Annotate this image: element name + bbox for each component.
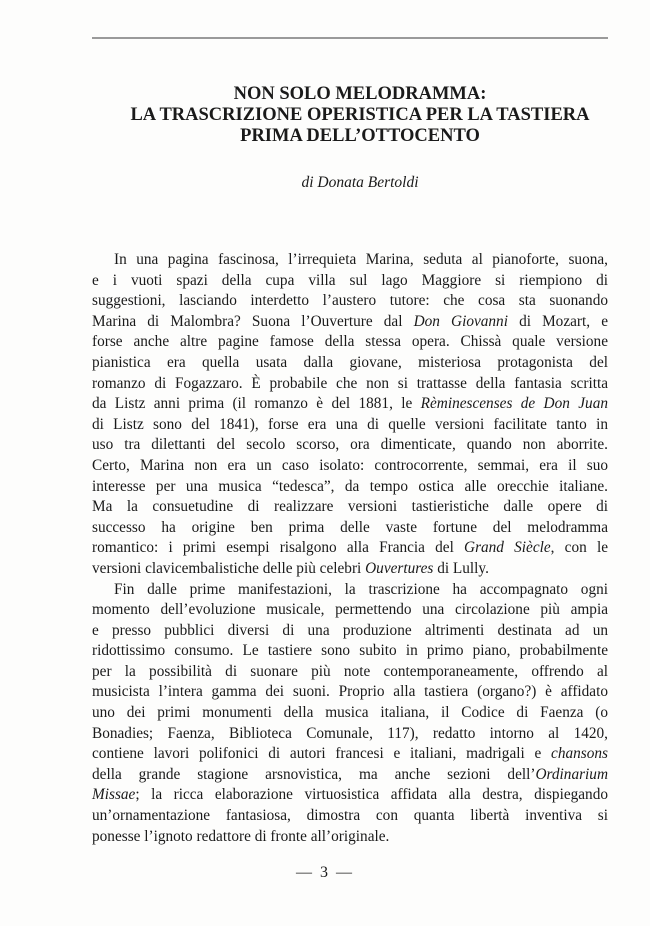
text-line: versioni clavicembalistiche delle più celebri Ouvertures di Lully. <box>92 559 489 577</box>
text-line: per la possibilità di suonare più note contemporaneamente, offrendo al <box>92 662 608 680</box>
text-line: pianistica era quella usata dalla giovane, misteriosa protagonista del <box>92 353 608 371</box>
article-body <box>92 250 608 847</box>
author-byline: di Donata Bertoldi <box>301 174 419 191</box>
text-line: ridottissimo consumo. Le tastiere sono subito in primo piano, probabilmente <box>92 642 608 660</box>
article-title <box>60 84 650 147</box>
top-rule <box>92 37 608 39</box>
text-line: Ma la consuetudine di realizzare versioni tastieristiche dalle opere di <box>92 498 608 516</box>
text-line: Fin dalle prime manifestazioni, la trascrizione ha accompagnato ogni <box>114 580 608 598</box>
text-line: Certo, Marina non era un caso isolato: controcorrente, semmai, era il suo <box>92 456 608 474</box>
text-line: romanzo di Fogazzaro. È probabile che non si trattasse della fantasia scritta <box>92 374 608 392</box>
text-line: Bonadies; Faenza, Biblioteca Comunale, 117), redatto intorno al 1420, <box>92 724 608 742</box>
text-line: momento dell’evoluzione musicale, permettendo una circolazione più ampia <box>92 601 608 619</box>
text-line: musicista l’intera gamma dei suoni. Proprio alla tastiera (organo?) è affidato <box>92 683 608 701</box>
text-line: uso tra dilettanti del secolo scorso, ora dimenticate, quando non aborrite. <box>92 436 608 454</box>
text-line: un’ornamentazione fantasiosa, dimostra con quanta libertà inventiva si <box>92 807 608 825</box>
title-line-2: LA TRASCRIZIONE OPERISTICA PER LA TASTIERA <box>130 105 590 125</box>
text-line: romantico: i primi esempi risalgono alla Francia del Grand Siècle, con le <box>92 539 608 557</box>
text-line: forse anche altre pagine famose della stessa opera. Chissà quale versione <box>92 333 608 351</box>
text-line: di Listz sono del 1841), forse era una di quelle versioni facilitate tanto in <box>92 415 608 433</box>
page-number: — 3 — <box>296 864 354 881</box>
text-line: successo ha origine ben prima delle vaste fortune del melodramma <box>92 518 608 536</box>
text-line: uno dei primi monumenti della musica italiana, il Codice di Faenza (o <box>92 704 608 722</box>
text-line: In una pagina fascinosa, l’irrequieta Marina, seduta al pianoforte, suona, <box>114 251 608 268</box>
title-line-1: NON SOLO MELODRAMMA: <box>233 84 487 104</box>
text-line: della grande stagione arsnovistica, ma anche sezioni dell’Ordinarium <box>92 765 608 783</box>
title-line-3: PRIMA DELL’OTTOCENTO <box>240 126 480 146</box>
text-line: e presso pubblici diversi di una produzione altrimenti destinata ad un <box>92 621 608 639</box>
text-line: da Listz anni prima (il romanzo è del 1881, le Rèminescenses de Don Juan <box>92 395 608 413</box>
text-line: e i vuoti spazi della cupa villa sul lago Maggiore si riempiono di <box>92 271 608 289</box>
text-line: interesse per una musica “tedesca”, da tempo ostica alle orecchie italiane. <box>92 477 608 495</box>
text-line: Marina di Malombra? Suona l’Ouverture dal Don Giovanni di Mozart, e <box>92 312 608 330</box>
text-line: contiene lavori polifonici di autori francesi e italiani, madrigali e chansons <box>92 745 608 763</box>
text-line: ponesse l’ignoto redattore di fronte all’originale. <box>92 827 390 845</box>
text-line: suggestioni, lasciando interdetto l’austero tutore: che cosa sta suonando <box>92 292 608 310</box>
text-line: Missae; la ricca elaborazione virtuosistica affidata alla destra, dispiegando <box>92 786 608 804</box>
